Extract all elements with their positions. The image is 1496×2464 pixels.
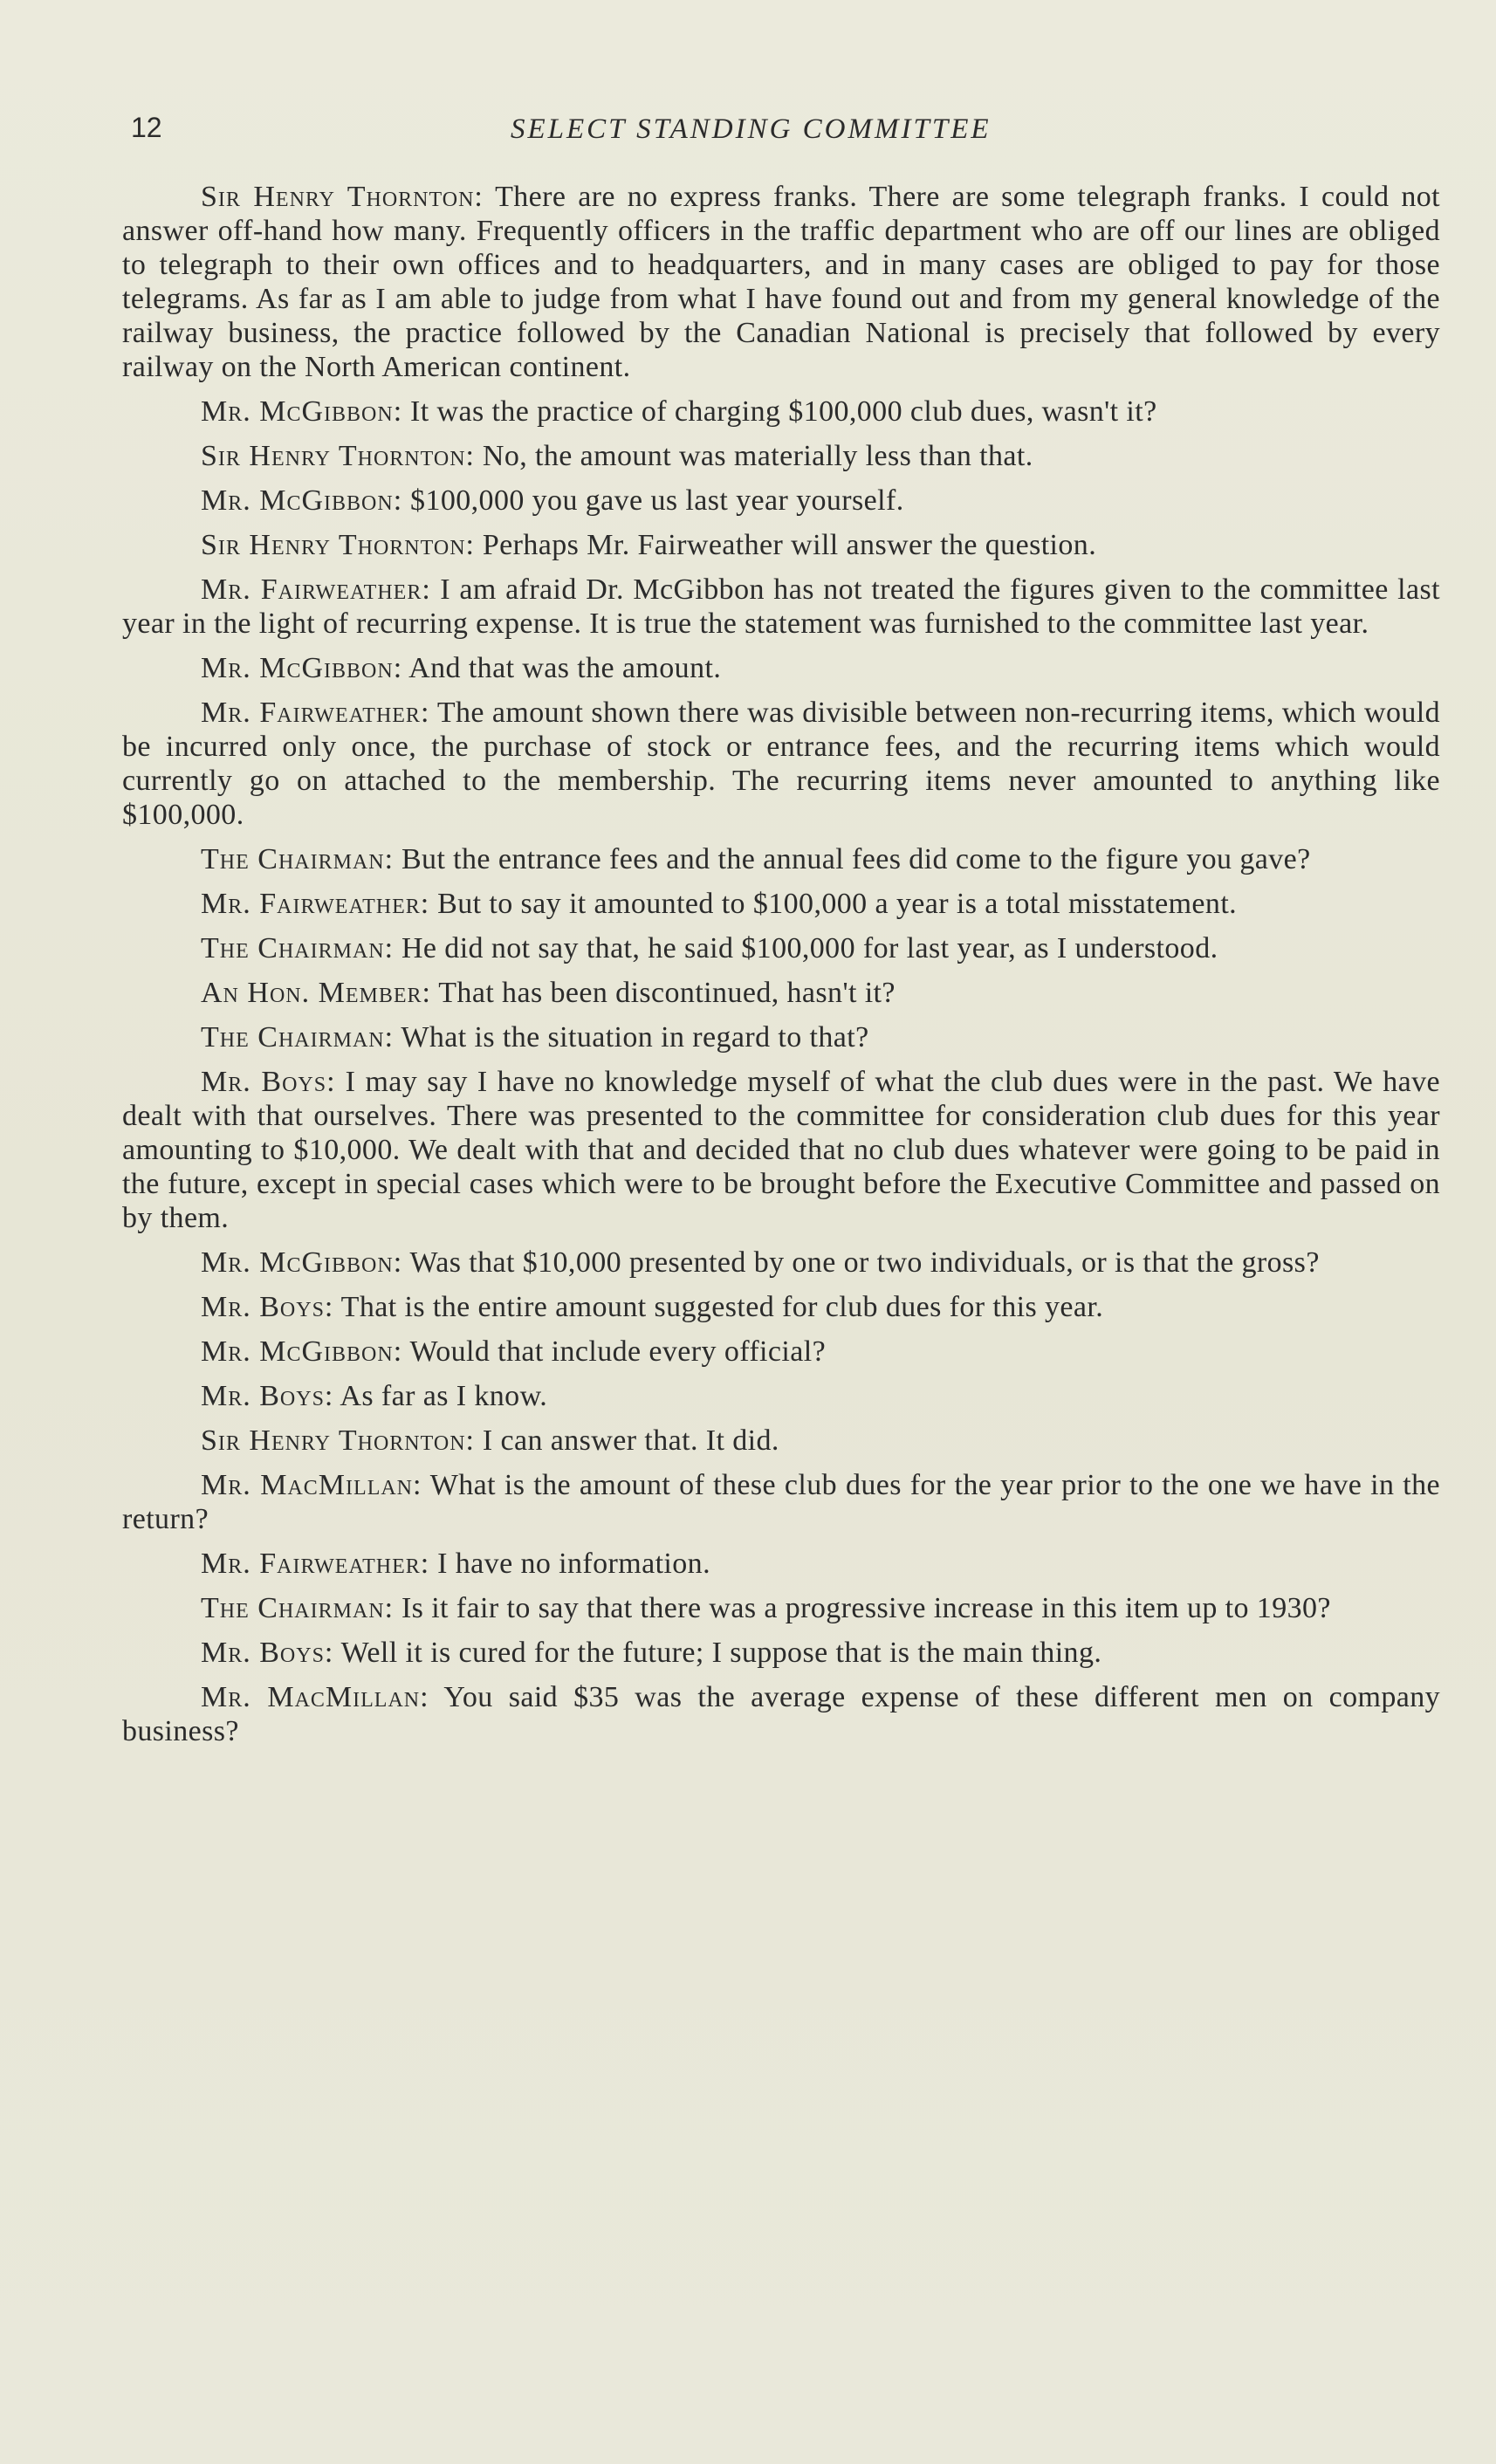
speaker-name: Sir Henry Thornton:	[201, 181, 484, 213]
transcript-paragraph	[122, 842, 1440, 876]
transcript-body	[122, 180, 1440, 1759]
transcript-paragraph	[122, 1680, 1440, 1748]
transcript-paragraph	[122, 439, 1440, 473]
transcript-paragraph	[122, 395, 1440, 429]
transcript-paragraph	[122, 1424, 1440, 1458]
speech-text: No, the amount was materially less than that.	[474, 440, 1033, 472]
speech-text: The amount shown there was divisible between non-recurring items, which would be incurred only once, the purchase of stock or entrance fees, and the recurring items which would currently go on attached to the membership. The recurring items never amounted to anything like $100,000.	[122, 697, 1440, 831]
speech-text: I am afraid Dr. McGibbon has not treated the figures given to the committee last year in the light of recurring expense. It is true the statement was furnished to the committee last year.	[122, 573, 1440, 640]
page-number: 12	[131, 112, 162, 143]
speech-text: But the entrance fees and the annual fees did come to the figure you gave?	[394, 843, 1311, 875]
speech-text: Was that $10,000 presented by one or two individuals, or is that the gross?	[402, 1246, 1320, 1279]
transcript-paragraph	[122, 1335, 1440, 1369]
transcript-paragraph	[122, 976, 1440, 1010]
speaker-name: Mr. Fairweather:	[201, 888, 430, 920]
speech-text: You said $35 was the average expense of these different men on company business?	[122, 1681, 1441, 1747]
transcript-paragraph	[122, 1379, 1440, 1413]
speech-text: Is it fair to say that there was a progressive increase in this item up to 1930?	[394, 1592, 1331, 1624]
transcript-paragraph	[122, 1636, 1440, 1670]
transcript-paragraph	[122, 484, 1440, 518]
speaker-name: Mr. Boys:	[201, 1291, 334, 1323]
speech-text: Perhaps Mr. Fairweather will answer the question.	[474, 529, 1097, 561]
speech-text: What is the situation in regard to that?	[394, 1021, 869, 1054]
transcript-paragraph	[122, 931, 1440, 965]
speaker-name: Mr. Boys:	[201, 1637, 334, 1669]
speaker-name: The Chairman:	[201, 932, 395, 964]
transcript-paragraph	[122, 180, 1440, 384]
speech-text: Well it is cured for the future; I suppose that is the main thing.	[333, 1637, 1102, 1669]
speech-text: Would that include every official?	[402, 1335, 827, 1368]
page-header	[131, 112, 1440, 155]
transcript-paragraph	[122, 1547, 1440, 1581]
speaker-name: Mr. McGibbon:	[201, 1335, 403, 1368]
transcript-paragraph	[122, 1246, 1440, 1280]
speech-text: It was the practice of charging $100,000 club dues, wasn't it?	[402, 395, 1157, 428]
speaker-name: An Hon. Member:	[201, 977, 431, 1009]
speaker-name: Mr. Boys:	[201, 1066, 336, 1098]
speech-text: I can answer that. It did.	[474, 1424, 779, 1457]
speaker-name: Mr. McGibbon:	[201, 395, 403, 428]
speech-text: I have no information.	[429, 1548, 710, 1580]
speaker-name: Mr. McGibbon:	[201, 652, 403, 684]
speaker-name: Mr. MacMillan:	[201, 1681, 429, 1713]
speaker-name: Sir Henry Thornton:	[201, 440, 475, 472]
speech-text: That has been discontinued, hasn't it?	[430, 977, 896, 1009]
transcript-paragraph	[122, 1020, 1440, 1054]
speech-text: And that was the amount.	[402, 652, 722, 684]
transcript-paragraph	[122, 887, 1440, 921]
speaker-name: Mr. Fairweather:	[201, 697, 430, 729]
speaker-name: Sir Henry Thornton:	[201, 1424, 475, 1457]
speaker-name: Mr. Fairweather:	[201, 573, 431, 606]
speaker-name: Mr. Boys:	[201, 1380, 334, 1412]
speaker-name: Mr. McGibbon:	[201, 484, 403, 517]
transcript-paragraph	[122, 573, 1440, 641]
transcript-paragraph	[122, 1065, 1440, 1235]
transcript-paragraph	[122, 696, 1440, 832]
speech-text: There are no express franks. There are some telegraph franks. I could not answer off-hand how many. Frequently officers in the traffic department who are off our lines are obliged to telegraph to their own offices and to headquarters, and in many cases are obliged to pay for those telegrams. As far as I am able to judge from what I have found out and from my general knowledge of the railway business, the practice followed by the Canadian National is precisely that followed by every railway on the North American continent.	[122, 181, 1441, 383]
speech-text: What is the amount of these club dues for the year prior to the one we have in the return?	[122, 1469, 1440, 1535]
speaker-name: Sir Henry Thornton:	[201, 529, 475, 561]
speaker-name: The Chairman:	[201, 843, 395, 875]
running-title: SELECT STANDING COMMITTEE	[511, 113, 992, 145]
speech-text: $100,000 you gave us last year yourself.	[402, 484, 904, 517]
transcript-paragraph	[122, 1468, 1440, 1536]
transcript-paragraph	[122, 1290, 1440, 1324]
speaker-name: The Chairman:	[201, 1021, 395, 1054]
transcript-paragraph	[122, 528, 1440, 562]
speaker-name: Mr. Fairweather:	[201, 1548, 430, 1580]
speaker-name: The Chairman:	[201, 1592, 395, 1624]
speech-text: He did not say that, he said $100,000 for last year, as I understood.	[394, 932, 1218, 964]
speech-text: I may say I have no knowledge myself of what the club dues were in the past. We have dealt with that ourselves. There was presented to the committee for consideration club dues for this year amounting to $10,000. We dealt with that and decided that no club dues whatever were going to be paid in the future, except in special cases which were to be brought before the Executive Committee and passed on by them.	[122, 1066, 1440, 1234]
speech-text: But to say it amounted to $100,000 a year is a total misstatement.	[429, 888, 1238, 920]
transcript-paragraph	[122, 651, 1440, 685]
speaker-name: Mr. McGibbon:	[201, 1246, 403, 1279]
transcript-paragraph	[122, 1591, 1440, 1625]
speaker-name: Mr. MacMillan:	[201, 1469, 422, 1501]
speech-text: As far as I know.	[333, 1380, 548, 1412]
speech-text: That is the entire amount suggested for club dues for this year.	[333, 1291, 1104, 1323]
